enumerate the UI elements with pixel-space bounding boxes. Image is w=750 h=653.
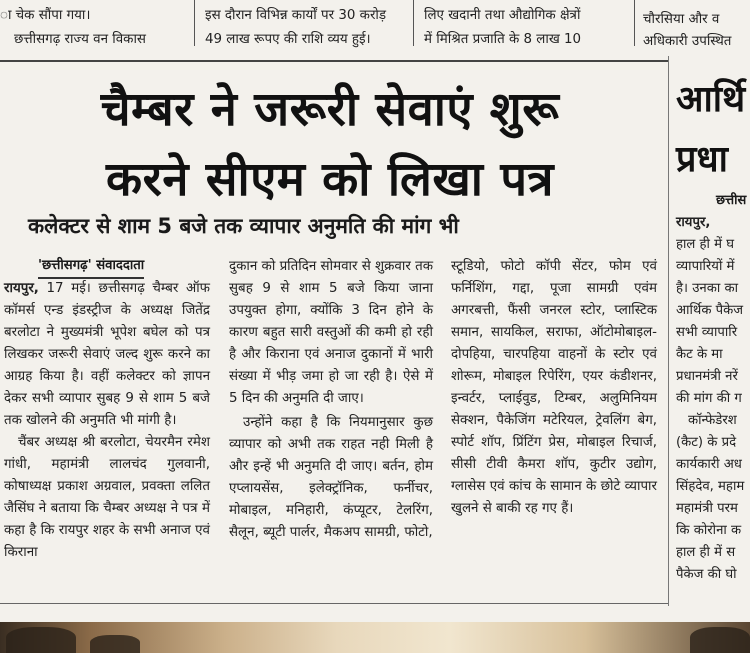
- side-line: व्यापारियों में: [676, 259, 735, 274]
- side-byline: छत्तीस: [716, 193, 747, 208]
- side-line: आर्थिक पैकेज: [676, 303, 744, 318]
- column-rule: [668, 56, 669, 606]
- subheadline: कलेक्टर से शाम 5 बजे तक व्यापार अनुमति की मांग भी: [28, 214, 459, 238]
- side-line: सिंहदेव, महाम: [676, 479, 745, 494]
- side-headline-line2: प्रधा: [676, 139, 728, 180]
- side-line: कि कोरोना क: [676, 523, 742, 538]
- side-line: है। उनका का: [676, 281, 739, 296]
- side-line: हाल ही में घ: [676, 237, 735, 252]
- top-strip-col3-line2: में मिश्रित प्रजाति के 8 लाख 10: [424, 32, 582, 47]
- column-3-para1: स्टूडियो, फोटो कॉपी सेंटर, फोम एवं फर्निशिंग, गद्दा, पूजा सामग्री एवंम अगरबत्ती, फैंसी जनरल स्टोर, प्लास्टिक समान, सायकिल, सराफा, ऑटोमोबाइल-दोपहिया, चारपहिया वाहनों के स्टोर एवं शोरूम, मोबाइल रिपेरिंग, एयर कंडीशनर, इन्वर्टर, प्लाईवुड, टिम्बर, अलुमिनियम सेक्शन, पैकेजिंग मटेरियल, ट्रेवलिंग बेग, स्पोर्ट शॉप, प्रिंटिंग प्रेस, मोबाइल रिचार्ज, सीसी टीवी कैमरा शॉप, कुटीर उद्योग, ग्लासेस एवं कांच के सामान के छोटे व्यापार खुलने से बाकी रह गए हैं।: [451, 259, 657, 516]
- side-article-text: [676, 212, 750, 586]
- side-line: हाल ही में स: [676, 545, 736, 560]
- article-bottom-rule: [0, 603, 668, 604]
- article-column-3: [451, 256, 657, 520]
- tree-silhouette: [690, 627, 750, 653]
- headline-line1: चैम्बर ने जरूरी सेवाएं शुरू: [100, 82, 560, 137]
- side-line: प्रधानमंत्री नरें: [676, 369, 738, 384]
- side-line: कार्यकारी अध: [676, 457, 742, 472]
- top-strip-col2-line2: 49 लाख रूपए की राशि व्यय हुई।: [205, 32, 371, 47]
- top-strip-col4-line2: अधिकारी उपस्थित: [643, 34, 732, 49]
- column-2-para2: उन्होंने कहा है कि नियमानुसार कुछ व्यापार को अभी तक राहत नही मिली है और इन्हें भी अनुमति दी जाए। बर्तन, होम एप्लायसेंस, इलेक्ट्रॉनिक, फर्नीचर, मोबाइल, मनिहारी, कंप्यूटर, टेलरिंग, सैलून, ब्यूटी पार्लर, मैकअप सामग्री, फोटो,: [229, 415, 433, 540]
- byline: 'छत्तीसगढ़' संवाददाता: [38, 256, 144, 279]
- top-strip-col2-line1: इस दौरान विभिन्न कार्यों पर 30 करोड़: [205, 8, 387, 23]
- side-line: (कैट) के प्रदे: [676, 435, 737, 450]
- column-rule: [194, 0, 195, 46]
- column-1-para2: चैंबर अध्यक्ष श्री बरलोटा, चेयरमैन रमेश गांधी, महामंत्री लालचंद गुलवानी, कोषाध्यक्ष प्रकाश अग्रवाल, प्रवक्ता ललित जैसिंघ ने बताया कि चैम्बर अध्यक्ष ने पत्र में कहा है कि रायपुर शहर के सभी अनाज एवं किराना: [4, 435, 210, 560]
- side-headline-line1: आर्थि: [676, 79, 746, 120]
- section-divider: [0, 60, 668, 62]
- top-strip-col1-line2: छत्तीसगढ़ राज्य वन विकास: [14, 32, 146, 47]
- side-line: कैट के मा: [676, 347, 723, 362]
- side-line: रायपुर,: [676, 215, 711, 230]
- tree-silhouette: [90, 635, 140, 653]
- column-1-lead: 17 मई। छत्तीसगढ़ चैम्बर ऑफ कॉमर्स एन्ड इंडस्ट्रीज के अध्यक्ष जितेंद्र बरलोटा ने मुख्यमंत्री भूपेश बघेल को पत्र लिखकर जरूरी सेवाएं जल्द शुरू करने का आग्रह किया है। वहीं कलेक्टर को ज्ञापन देकर सभी व्यापार सुबह 9 से शाम 5 बजे तक खोलने की अनुमति भी मांगी है।: [4, 281, 210, 428]
- article-column-2: [229, 256, 433, 544]
- dateline: रायपुर,: [4, 281, 39, 296]
- column-2-para1: दुकान को प्रतिदिन सोमवार से शुक्रवार तक सुबह 9 से शाम 5 बजे किया जाना उपयुक्त होगा, क्योंकि 3 दिन होने के कारण बहुत सारी वस्तुओं की कमी हो रही है और किराना एवं अनाज दुकानों में भारी संख्या में भीड़ जमा हो जा रही है। ऐसे में 5 दिन की अनुमति दी जाए।: [229, 259, 433, 406]
- side-line: कॉन्फेडेरश: [688, 413, 737, 428]
- top-strip-col3-line1: लिए खदानी तथा औद्योगिक क्षेत्रों: [424, 8, 581, 23]
- column-rule: [413, 0, 414, 46]
- article-column-1: [4, 278, 210, 564]
- tree-silhouette: [6, 627, 76, 653]
- headline-line2: करने सीएम को लिखा पत्र: [106, 152, 554, 207]
- side-line: सभी व्यापारि: [676, 325, 738, 340]
- top-strip-col1-line1: ा चेक सौंपा गया।: [0, 8, 91, 23]
- side-line: की मांग की ग: [676, 391, 742, 406]
- side-line: महामंत्री परम: [676, 501, 738, 516]
- side-line: पैकेज की घो: [676, 567, 737, 582]
- column-rule: [634, 0, 635, 46]
- top-strip-col4-line1: चौरसिया और व: [643, 12, 720, 27]
- news-photo: [0, 622, 750, 653]
